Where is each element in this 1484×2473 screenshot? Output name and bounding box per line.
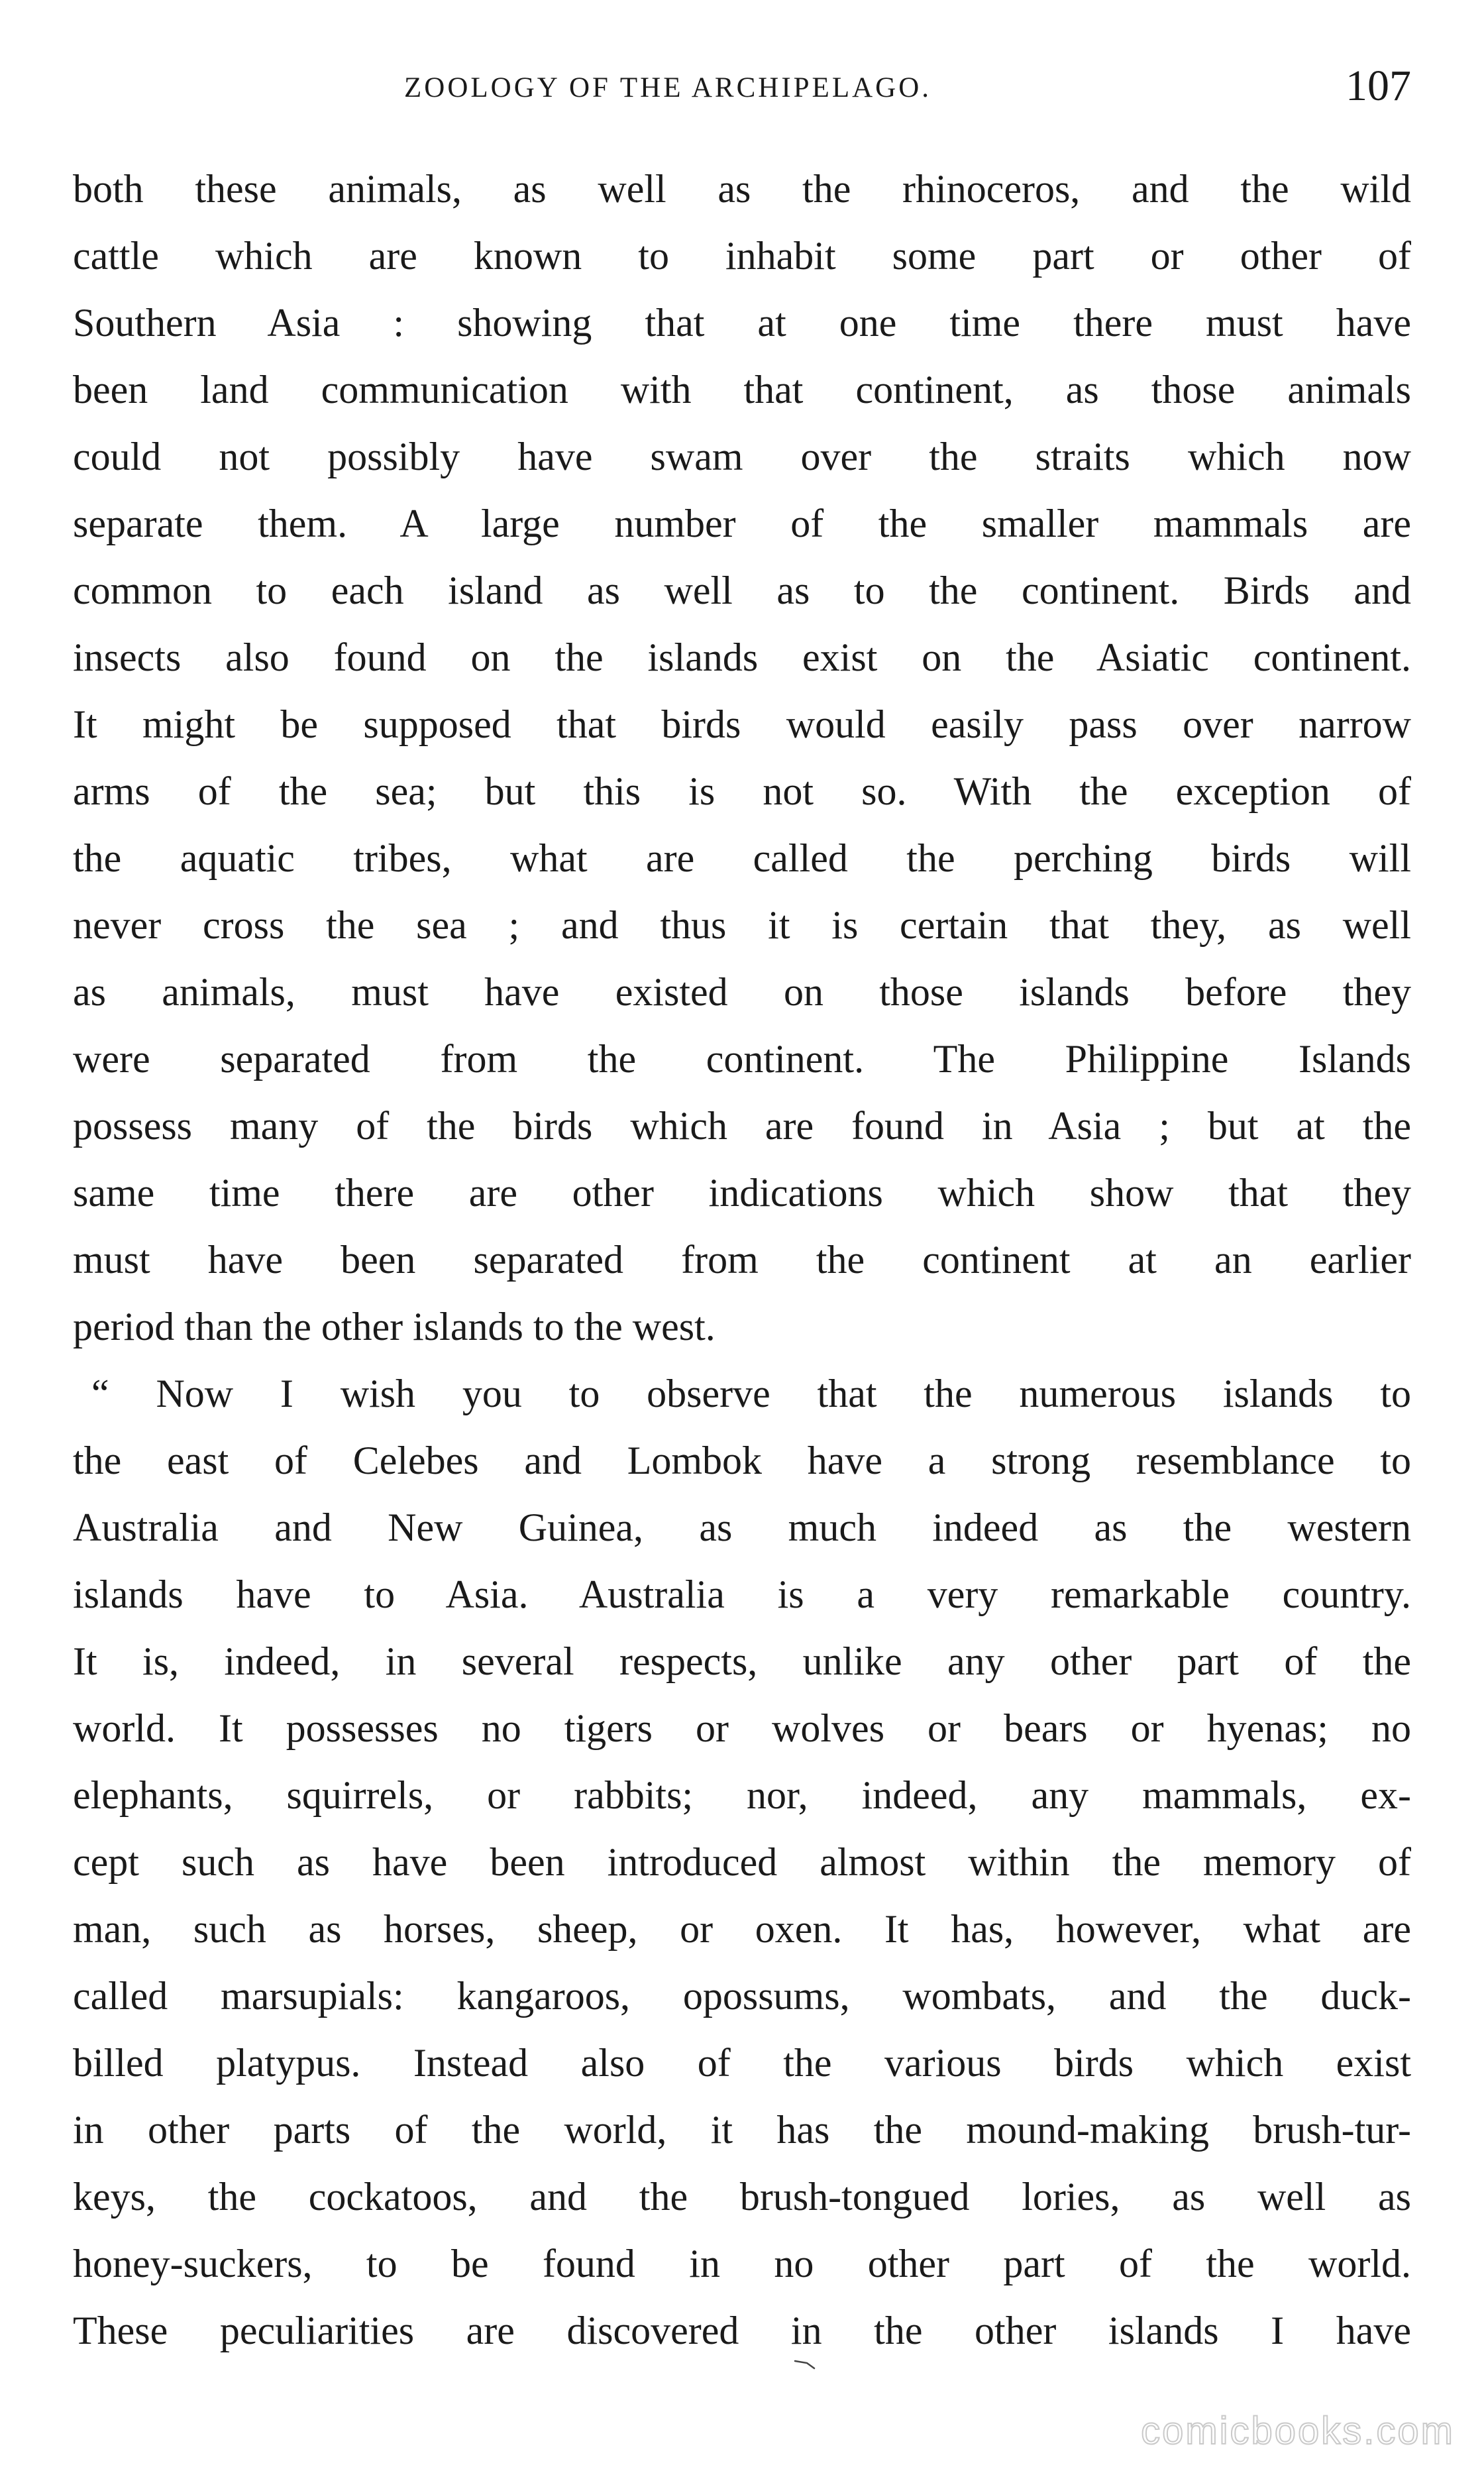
text-line: must have been separated from the continent at an earlier bbox=[73, 1238, 1411, 1282]
text-line: called marsupials: kangaroos, opossums, wombats, and the duck- bbox=[73, 1974, 1411, 2018]
text-line: were separated from the continent. The Philippine Islands bbox=[73, 1037, 1411, 1081]
page-number: 107 bbox=[1346, 62, 1411, 110]
text-line: possess many of the birds which are found in Asia ; but at the bbox=[73, 1104, 1411, 1148]
text-line: in other parts of the world, it has the mound-making brush-tur- bbox=[73, 2108, 1411, 2152]
running-head bbox=[73, 61, 1411, 121]
text-line: same time there are other indications which show that they bbox=[73, 1171, 1411, 1215]
text-line: been land communication with that continent, as those animals bbox=[73, 368, 1411, 412]
text-line: elephants, squirrels, or rabbits; nor, indeed, any mammals, ex- bbox=[73, 1773, 1411, 1817]
text-line: Australia and New Guinea, as much indeed as the western bbox=[73, 1506, 1411, 1549]
text-line: both these animals, as well as the rhinoceros, and the wild bbox=[73, 167, 1411, 211]
text-line: common to each island as well as to the continent. Birds and bbox=[73, 569, 1411, 612]
text-line: never cross the sea ; and thus it is certain that they, as well bbox=[73, 903, 1411, 947]
text-line: the east of Celebes and Lombok have a strong resemblance to bbox=[73, 1439, 1411, 1482]
text-line: These peculiarities are discovered in the other islands I have bbox=[73, 2309, 1411, 2352]
text-line: arms of the sea; but this is not so. With the exception of bbox=[73, 769, 1411, 813]
text-line: cept such as have been introduced almost within the memory of bbox=[73, 1840, 1411, 1884]
text-line: cattle which are known to inhabit some part or other of bbox=[73, 234, 1411, 278]
text-line: could not possibly have swam over the straits which now bbox=[73, 435, 1411, 478]
text-line: man, such as horses, sheep, or oxen. It has, however, what are bbox=[73, 1907, 1411, 1951]
text-line: separate them. A large number of the smaller mammals are bbox=[73, 502, 1411, 545]
text-line: billed platypus. Instead also of the various birds which exist bbox=[73, 2041, 1411, 2085]
text-line: world. It possesses no tigers or wolves or bears or hyenas; no bbox=[73, 1706, 1411, 1750]
text-line: as animals, must have existed on those islands before they bbox=[73, 970, 1411, 1014]
body-text bbox=[73, 156, 1411, 2364]
text-line: It might be supposed that birds would easily pass over narrow bbox=[73, 702, 1411, 746]
text-line: islands have to Asia. Australia is a very remarkable country. bbox=[73, 1572, 1411, 1616]
watermark: comicbooks.com bbox=[1141, 2409, 1455, 2452]
text-line: honey-suckers, to be found in no other part of the world. bbox=[73, 2242, 1411, 2285]
paragraph-start-line: “ Now I wish you to observe that the numerous islands to bbox=[91, 1372, 1411, 1415]
text-line: Southern Asia : showing that at one time there must have bbox=[73, 301, 1411, 345]
text-line: keys, the cockatoos, and the brush-tongued lories, as well as bbox=[73, 2175, 1411, 2219]
text-line: insects also found on the islands exist on the Asiatic continent. bbox=[73, 635, 1411, 679]
printer-mark-icon bbox=[794, 2359, 816, 2370]
text-line: period than the other islands to the west. bbox=[73, 1305, 716, 1348]
text-line: It is, indeed, in several respects, unlike any other part of the bbox=[73, 1639, 1411, 1683]
text-line: the aquatic tribes, what are called the perching birds will bbox=[73, 836, 1411, 880]
running-title: ZOOLOGY OF THE ARCHIPELAGO. bbox=[404, 72, 931, 103]
